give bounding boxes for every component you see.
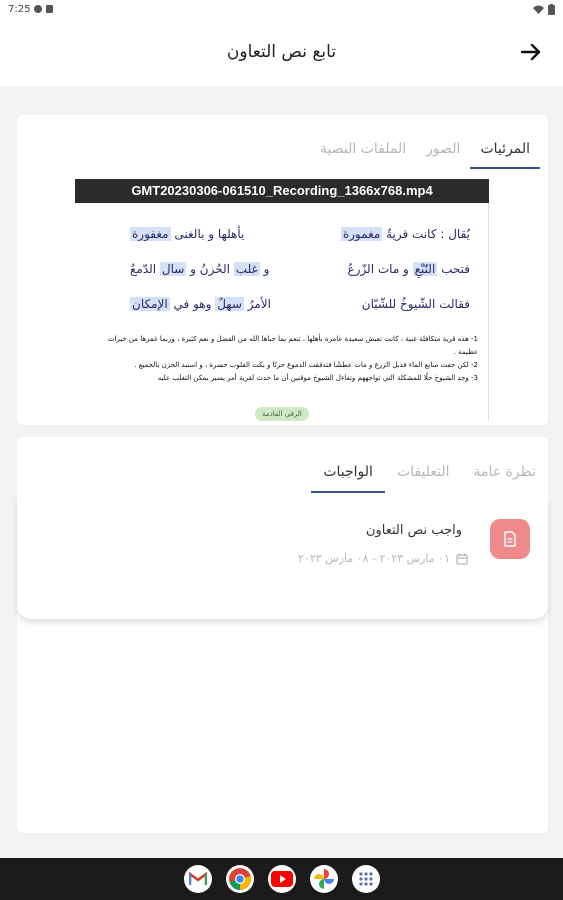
arrow-forward-icon — [520, 41, 542, 63]
verse-right — [362, 297, 470, 332]
verse-highlight: سهلٌ — [217, 297, 242, 311]
battery-icon — [548, 4, 555, 15]
calendar-icon — [456, 553, 468, 565]
tab-text-files[interactable]: الملفات النصية — [320, 141, 407, 157]
verse-text: يأهلها و بالغنى — [170, 227, 245, 241]
page-title: تابع نص التعاون — [226, 42, 337, 62]
assignment-title: واجب نص التعاون — [365, 523, 462, 538]
tab-overview[interactable]: نظرة عامة — [473, 464, 536, 480]
verse-highlight: النّبْعِ — [414, 262, 436, 276]
verse-text: الأمرُ — [243, 297, 271, 311]
document-badge — [490, 519, 530, 559]
verse-text: يُقال : كانت قريةٌ — [382, 227, 470, 241]
status-time: 7:25 — [8, 3, 31, 15]
wifi-icon — [533, 5, 544, 14]
verse-text: فقالت الشّيوخُ للشّبّان — [361, 297, 470, 311]
assignment-date-row — [298, 552, 468, 565]
verse-text: و مات الزّرعُ — [347, 262, 413, 276]
verse-highlight: غلب — [235, 262, 258, 276]
verse-text: فتحب — [437, 262, 470, 276]
app-dock — [0, 858, 563, 900]
gmail-icon[interactable] — [184, 865, 212, 893]
note-line: 2- لكن جفت منابع الماء فذبل الزرع و مات عطشًا فتدفقت الدموع حزنًا و بكت القلوب حسرة ، و استبد الحزن بالجميع . — [134, 361, 478, 369]
note-line: 3- وجد الشيوخ حلًا للمشكلة التي تواجههم وتفاءل الشيوخ موقنين أن ما حدث لقرية أمر يسير يمكن التغلب عليه — [157, 374, 478, 382]
assignment-item[interactable] — [17, 497, 548, 619]
poem-row — [130, 297, 470, 332]
youtube-icon[interactable] — [268, 865, 296, 893]
verse-text: وهو في — [169, 297, 216, 311]
note-line: 1- هذه قرية متكافلة غنية ، كانت تعيش سعيدة عامرة بأهلها ، تنعم بما حباها الله من الفضل و نعم كثيرة ، وربما غمرها من خيرات عظيمة . — [107, 335, 478, 356]
poem-verses — [130, 227, 470, 332]
app-bar — [0, 18, 563, 86]
verse-text: الحُزنُ و — [186, 262, 234, 276]
apps-icon[interactable] — [352, 865, 380, 893]
section-tabs — [17, 457, 548, 493]
video-player[interactable] — [75, 179, 489, 421]
sections-card — [17, 437, 548, 833]
verse-text: و — [259, 262, 270, 276]
video-nav-pill: الرقي القادمة — [255, 407, 309, 421]
status-bar — [0, 0, 563, 18]
media-tabs — [17, 133, 548, 169]
verse-left — [130, 227, 244, 262]
back-button[interactable] — [517, 38, 545, 66]
verse-highlight: سال — [161, 262, 185, 276]
chrome-icon[interactable] — [226, 865, 254, 893]
video-filename: GMT20230306-061510_Recording_1366x768.mp4 — [75, 179, 489, 203]
tab-images[interactable]: الصور — [426, 141, 461, 157]
verse-highlight: مغمورة — [342, 227, 381, 241]
tab-comments[interactable]: التعليقات — [396, 464, 450, 480]
document-icon — [503, 531, 517, 547]
poem-row — [130, 227, 470, 262]
media-card — [17, 115, 548, 425]
notification-icon — [34, 5, 42, 13]
tab-videos[interactable]: المرئيات — [470, 133, 540, 169]
verse-text: الدّمعُ — [130, 262, 160, 276]
tab-assignments[interactable]: الواجبات — [311, 457, 385, 493]
verse-right — [347, 262, 470, 297]
photos-icon[interactable] — [310, 865, 338, 893]
poem-row — [130, 262, 470, 297]
assignment-date: ٠١ مارس ٢٠٢٣ - ٠٨ مارس ٢٠٢٣ — [298, 552, 450, 565]
verse-right — [341, 227, 470, 262]
verse-left — [130, 262, 269, 297]
verse-highlight: الإمكان — [132, 297, 168, 311]
verse-highlight: مغفورة — [132, 227, 169, 241]
video-notes — [88, 333, 478, 385]
sim-icon — [46, 5, 53, 13]
verse-left — [130, 297, 271, 332]
